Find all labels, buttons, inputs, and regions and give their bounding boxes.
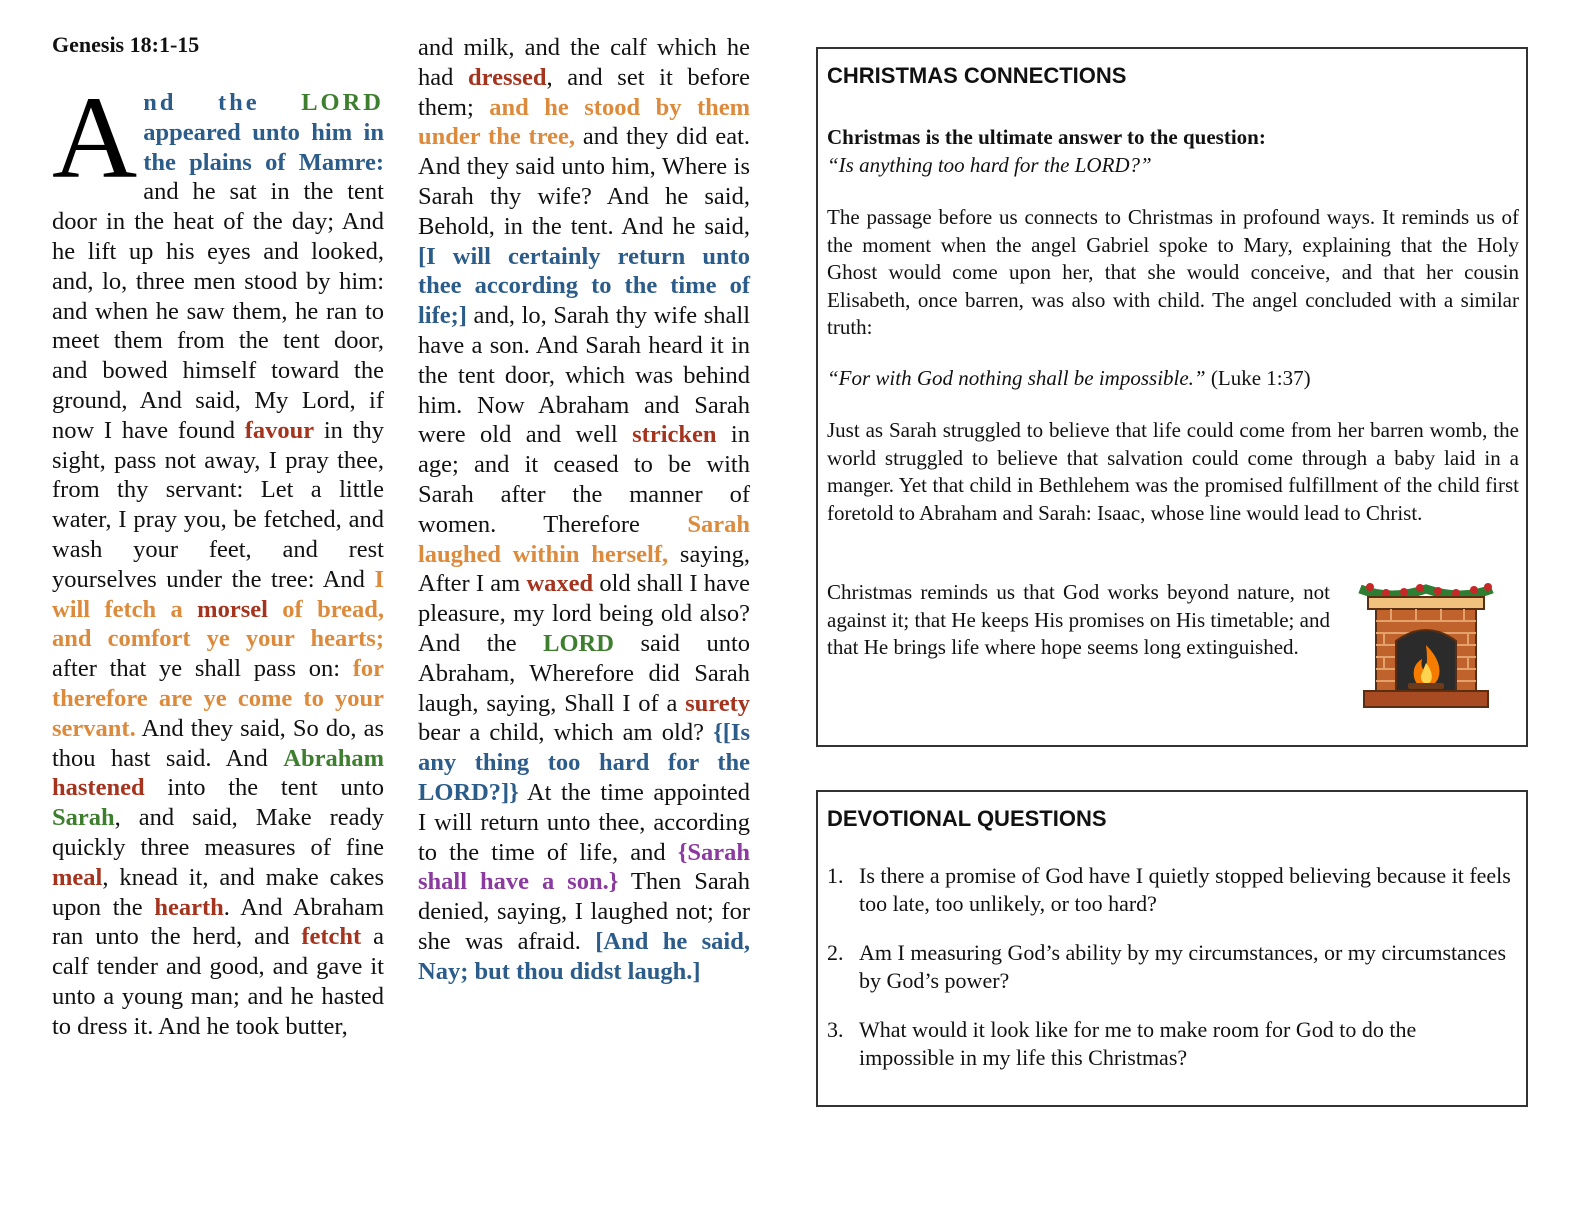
scripture-text: , and set it before them; bbox=[418, 63, 750, 121]
scripture-text: and milk, and the calf which he had bbox=[418, 34, 750, 91]
paragraph-3: Christmas reminds us that God works beyond nature, not against it; that He keeps His promises on His timetable; and that He brings life where hope seems long extinguished. bbox=[827, 580, 1330, 659]
scripture-highlight: I will fetch a bbox=[52, 565, 384, 623]
scripture-highlight: of bread, and comfort ye your hearts; bbox=[52, 595, 385, 653]
scripture-highlight: LORD bbox=[301, 89, 384, 116]
scripture-text: . And Abraham ran unto the herd, and bbox=[52, 893, 384, 951]
scripture-highlight: hearth bbox=[154, 893, 224, 921]
scripture-text: in age; and it ceased to be with Sarah after the manner of women. Therefore bbox=[418, 421, 750, 538]
scripture-text: a calf tender and good, and gave it unto a young man; and he hasted to dress it. And he took butter, bbox=[52, 923, 385, 1040]
scripture-text: old shall I have pleasure, my lord being old also? And the bbox=[418, 570, 750, 657]
lead-bold: Christmas is the ultimate answer to the question: bbox=[827, 125, 1266, 149]
scripture-text: in thy sight, pass not away, I pray thee, from thy servant: Let a little water, I pray you, be fetched, and wash your feet, and rest yourselves under the tree: And bbox=[52, 416, 384, 593]
christmas-connections-title: CHRISTMAS CONNECTIONS bbox=[827, 63, 1127, 88]
scripture-highlight: hastened bbox=[52, 774, 145, 802]
scripture-highlight: [I will certainly return unto thee according to the time of life;] bbox=[418, 242, 750, 330]
scripture-highlight: morsel bbox=[197, 595, 268, 623]
scripture-text: Then Sarah denied, saying, I laughed not; for she was afraid. bbox=[418, 868, 750, 955]
question-text: Am I measuring God’s ability by my circumstances, or my circumstances by God’s power? bbox=[859, 940, 1507, 993]
list-item bbox=[827, 939, 1517, 995]
drop-cap: A bbox=[52, 72, 138, 203]
scripture-highlight: meal bbox=[52, 863, 103, 891]
quote-reference: (Luke 1:37) bbox=[1205, 366, 1311, 390]
scripture-highlight: dressed bbox=[468, 63, 547, 91]
scripture-text: and, lo, Sarah thy wife shall have a son. And Sarah heard it in the tent door, which was behind him. Now Abraham and Sarah were old and well bbox=[418, 302, 750, 449]
scripture-highlight: Abraham bbox=[283, 744, 384, 772]
scripture-text: , and said, Make ready quickly three measures of fine bbox=[52, 804, 384, 861]
scripture-text: after that ye shall pass on: bbox=[52, 655, 353, 683]
scripture-highlight: surety bbox=[685, 689, 750, 717]
scripture-highlight: [And he said, Nay; but thou didst laugh.] bbox=[418, 927, 750, 985]
scripture-text: and they did eat. And they said unto him, Where is Sarah thy wife? And he said, Behold, in the tent. And he said, bbox=[418, 123, 751, 240]
question-number: 3. bbox=[827, 1017, 844, 1042]
question-number: 2. bbox=[827, 940, 844, 965]
scripture-text: into the tent unto bbox=[144, 774, 384, 802]
fireplace-icon bbox=[1356, 579, 1496, 711]
scripture-highlight: Sarah laughed within herself, bbox=[418, 510, 750, 568]
question-number: 1. bbox=[827, 863, 844, 888]
question-list bbox=[827, 862, 1517, 1093]
question-text: Is there a promise of God have I quietly stopped believing because it feels too late, too unlikely, or too hard? bbox=[859, 863, 1511, 916]
christmas-connections-box bbox=[816, 47, 1528, 747]
scripture-highlight: {[Is any thing too hard for the LORD?]} bbox=[418, 719, 750, 806]
scripture-highlight: stricken bbox=[632, 421, 717, 449]
scripture-highlight: and he stood by them under the tree, bbox=[418, 93, 751, 151]
scripture-highlight: LORD bbox=[543, 629, 614, 657]
devotional-questions-box bbox=[816, 790, 1528, 1107]
devotional-questions-title: DEVOTIONAL QUESTIONS bbox=[827, 806, 1107, 831]
scripture-column-2 bbox=[418, 33, 750, 987]
scripture-highlight: favour bbox=[244, 416, 315, 444]
scripture-text: , knead it, and make cakes upon the bbox=[52, 863, 384, 921]
luke-quote bbox=[827, 365, 1519, 393]
scripture-text: saying, After I am bbox=[418, 540, 750, 598]
lead-italic: “Is anything too hard for the LORD?” bbox=[827, 152, 1152, 177]
scripture-text: said unto Abraham, Wherefore did Sarah laugh, saying, Shall I of a bbox=[418, 629, 750, 717]
list-item bbox=[827, 1016, 1517, 1072]
scripture-text: and he sat in the tent door in the heat of the day; And he lift up his eyes and looked, and, lo, three men stood by him: and when he saw them, he ran to meet them from the tent door, and bowed himself toward the ground, And said, My Lord, if now I have found bbox=[52, 178, 384, 444]
scripture-highlight: appeared unto him in the plains of Mamre: bbox=[143, 118, 384, 176]
list-item bbox=[827, 862, 1517, 918]
scripture-text: At the time appointed I will return unto thee, according to the time of life, and bbox=[418, 778, 750, 866]
scripture-highlight: fetcht bbox=[301, 923, 362, 951]
scripture-highlight: nd the bbox=[143, 89, 302, 116]
scripture-highlight: Sarah bbox=[52, 804, 115, 832]
scripture-text: And they said, So do, as thou hast said. And bbox=[52, 714, 384, 772]
paragraph-1: The passage before us connects to Christmas in profound ways. It reminds us of the moment when the angel Gabriel spoke to Mary, explaining that the Holy Ghost would come upon her, that she would conceive, and that her cousin Elisabeth, once barren, was also with child. The angel concluded with a similar truth: bbox=[827, 205, 1519, 339]
scripture-text: bear a child, which am old? bbox=[418, 719, 714, 747]
lead-question bbox=[827, 124, 1519, 179]
paragraph-2: Just as Sarah struggled to believe that life could come from her barren womb, the world struggled to believe that salvation could come through a baby laid in a manger. Yet that child in Bethlehem was the promised fulfillment of the child first foretold to Abraham and Sarah: Isaac, whose line would lead to Christ. bbox=[827, 418, 1519, 525]
scripture-highlight: for therefore are ye come to your servant. bbox=[52, 655, 384, 742]
quote-text: “For with God nothing shall be impossible.” bbox=[827, 366, 1206, 390]
passage-reference: Genesis 18:1-15 bbox=[52, 32, 200, 57]
question-text: What would it look like for me to make room for God to do the impossible in my life this Christmas? bbox=[859, 1017, 1417, 1070]
scripture-highlight: {Sarah shall have a son.} bbox=[418, 838, 750, 896]
scripture-highlight: waxed bbox=[526, 570, 594, 598]
scripture-column-1 bbox=[52, 72, 385, 1042]
